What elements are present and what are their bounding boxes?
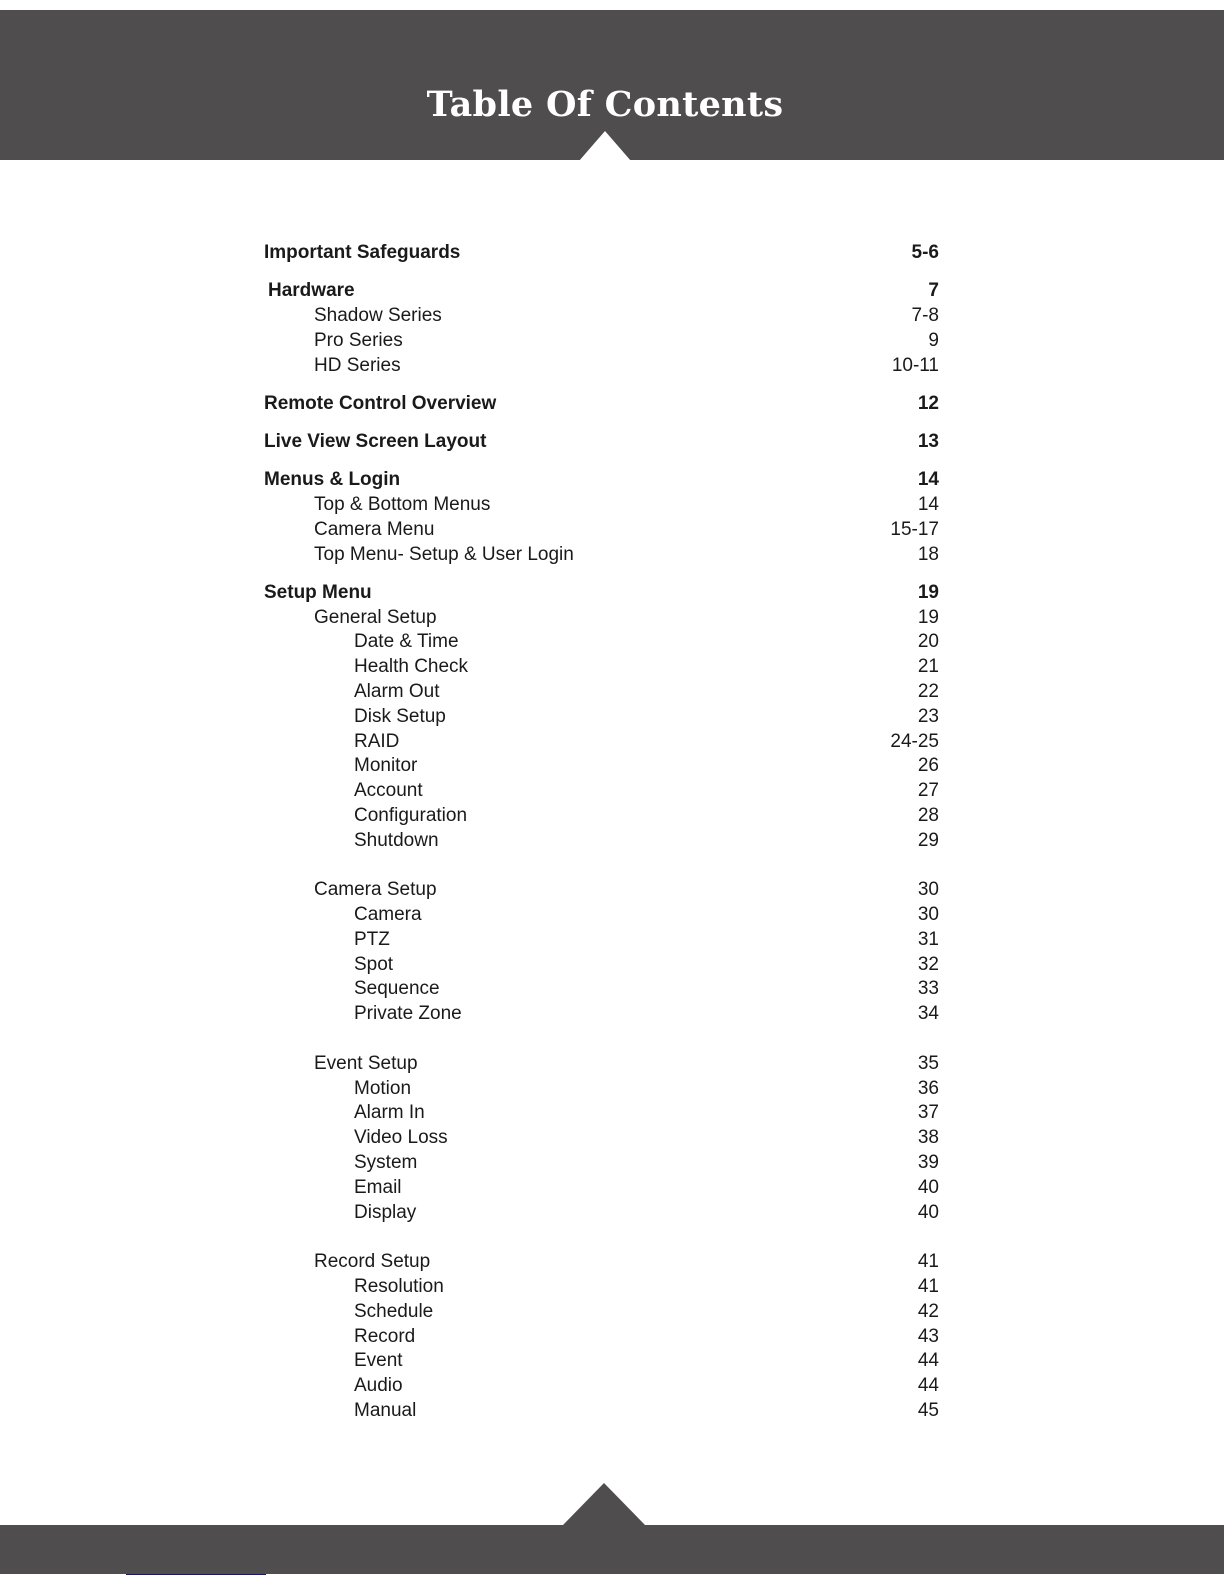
toc-page-number: 28 [917,804,939,826]
toc-entry-label: Important Safeguards [264,242,461,263]
toc-page-number: 13 [917,430,939,452]
toc-entry-label: Camera Setup [314,879,437,901]
toc-page-number: 32 [917,953,939,975]
toc-entry[interactable] [264,1151,939,1176]
toc-entry[interactable] [264,1399,939,1424]
toc-section [264,279,939,378]
toc-page-number: 40 [917,1201,939,1223]
toc-page-number: 38 [917,1127,939,1149]
toc-section [264,468,939,567]
toc-entry[interactable] [264,329,939,354]
toc-entry[interactable] [264,630,939,655]
toc-entry[interactable] [264,304,939,329]
toc-section-heading[interactable] [264,241,939,266]
toc-page-number: 44 [917,1375,939,1397]
toc-entry-label: Top & Bottom Menus [314,493,491,515]
toc-entry-label: Remote Control Overview [264,392,497,414]
toc-page-number: 39 [917,1152,939,1174]
toc-entry[interactable] [264,606,939,631]
toc-entry[interactable] [264,655,939,680]
toc-entry[interactable] [264,829,939,854]
toc-entry[interactable] [264,878,939,903]
toc-section-heading[interactable] [264,279,939,304]
toc-subsection-group [264,878,939,1027]
toc-entry[interactable] [264,1374,939,1399]
toc-entry-label: Event Setup [314,1052,418,1074]
toc-entry[interactable] [264,977,939,1002]
toc-entry[interactable] [264,804,939,829]
toc-entry[interactable] [264,730,939,755]
toc-section [264,430,939,455]
toc-entry[interactable] [264,1052,939,1077]
toc-entry-label: Alarm In [354,1102,425,1124]
toc-page-number: 5-6 [911,242,939,263]
toc-page-number: 30 [917,904,939,926]
toc-entry-label: Live View Screen Layout [264,430,487,452]
toc-subsection-group [264,493,939,567]
table-of-contents [264,241,939,1437]
toc-entry-label: Pro Series [314,329,403,351]
toc-page-number: 45 [917,1400,939,1422]
toc-page-number: 15-17 [890,518,939,540]
toc-entry-label: Resolution [354,1276,444,1298]
footer-link-underline [126,1574,266,1575]
toc-section-heading[interactable] [264,430,939,455]
toc-entry-label: General Setup [314,606,437,628]
toc-section [264,581,939,1424]
toc-entry[interactable] [264,1002,939,1027]
toc-entry-label: Private Zone [354,1003,462,1025]
toc-entry-label: Shadow Series [314,304,442,326]
toc-page-number: 36 [917,1077,939,1099]
toc-entry-label: Setup Menu [264,581,372,603]
toc-entry-label: Audio [354,1375,403,1397]
toc-page-number: 23 [917,705,939,727]
toc-entry-label: RAID [354,730,400,752]
toc-entry[interactable] [264,953,939,978]
toc-entry[interactable] [264,705,939,730]
toc-page-number: 26 [917,755,939,777]
toc-entry-label: Motion [354,1077,412,1099]
toc-entry[interactable] [264,1077,939,1102]
toc-entry-label: Alarm Out [354,680,440,702]
toc-entry-label: Display [354,1201,417,1223]
toc-entry[interactable] [264,1349,939,1374]
toc-page-number: 42 [917,1300,939,1322]
toc-page-number: 14 [917,493,939,515]
toc-page-number: 7 [928,280,939,302]
toc-entry-label: Configuration [354,804,468,826]
toc-section [264,241,939,266]
toc-page-number: 33 [917,978,939,1000]
toc-entry[interactable] [264,928,939,953]
toc-entry-label: Event [354,1350,403,1372]
toc-section-heading[interactable] [264,468,939,493]
toc-page-number: 35 [917,1052,939,1074]
toc-page-number: 21 [917,656,939,678]
toc-entry-label: Health Check [354,656,469,678]
toc-page-number: 19 [917,606,939,628]
header-notch-decoration [579,131,631,161]
toc-page-number: 43 [917,1325,939,1347]
toc-entry[interactable] [264,1300,939,1325]
toc-page-number: 24-25 [890,730,939,752]
toc-page-number: 18 [917,543,939,565]
footer-bar [0,1525,1224,1574]
toc-page-number: 29 [917,829,939,851]
toc-page-number: 41 [917,1276,939,1298]
toc-entry[interactable] [264,1176,939,1201]
toc-page-number: 7-8 [911,304,939,326]
toc-entry-label: Spot [354,953,394,975]
toc-subsection-group [264,304,939,378]
toc-subsection-group [264,606,939,854]
toc-entry-label: Menus & Login [264,469,401,491]
toc-entry[interactable] [264,903,939,928]
toc-entry-label: Record Setup [314,1251,431,1273]
toc-entry[interactable] [264,493,939,518]
toc-entry-label: System [354,1152,418,1174]
toc-entry-label: Hardware [268,280,355,302]
toc-entry-label: HD Series [314,354,401,376]
toc-entry-label: Manual [354,1400,417,1422]
page-title: Table Of Contents [426,84,784,125]
toc-page-number: 27 [917,780,939,802]
toc-page-number: 9 [928,329,939,351]
toc-entry[interactable] [264,680,939,705]
toc-page-number: 41 [917,1251,939,1273]
toc-subsection-group [264,1052,939,1226]
toc-entry-label: Shutdown [354,829,439,851]
footer-notch-decoration [563,1483,645,1525]
toc-entry-label: Camera Menu [314,518,435,540]
toc-entry[interactable] [264,1126,939,1151]
toc-entry[interactable] [264,754,939,779]
toc-section-heading[interactable] [264,392,939,417]
toc-entry-label: Monitor [354,755,418,777]
toc-page-number: 20 [917,631,939,653]
toc-entry-label: PTZ [354,928,390,950]
toc-entry-label: Email [354,1176,402,1198]
toc-entry-label: Account [354,780,423,802]
toc-entry-label: Record [354,1325,416,1347]
toc-entry-label: Date & Time [354,631,459,653]
toc-page-number: 10-11 [891,354,939,376]
toc-entry[interactable] [264,1101,939,1126]
toc-page-number: 30 [917,879,939,901]
toc-page-number: 44 [917,1350,939,1372]
toc-page-number: 34 [917,1003,939,1025]
toc-entry-label: Top Menu- Setup & User Login [314,543,574,565]
toc-entry[interactable] [264,779,939,804]
toc-section [264,392,939,417]
toc-section-heading[interactable] [264,581,939,606]
toc-entry[interactable] [264,518,939,543]
toc-page-number: 31 [917,928,939,950]
toc-entry[interactable] [264,1250,939,1275]
toc-page-number: 19 [917,581,939,603]
toc-entry[interactable] [264,543,939,568]
toc-entry-label: Schedule [354,1300,434,1322]
toc-entry[interactable] [264,1201,939,1226]
toc-entry-label: Video Loss [354,1127,448,1149]
toc-entry[interactable] [264,1275,939,1300]
toc-entry[interactable] [264,354,939,379]
toc-page-number: 14 [917,469,939,491]
toc-page-number: 40 [917,1176,939,1198]
toc-entry-label: Sequence [354,978,440,1000]
toc-page-number: 37 [917,1102,939,1124]
toc-subsection-group [264,1250,939,1424]
toc-page-number: 12 [917,392,939,414]
toc-entry-label: Camera [354,904,422,926]
toc-entry-label: Disk Setup [354,705,446,727]
toc-page-number: 22 [917,680,939,702]
toc-entry[interactable] [264,1325,939,1350]
